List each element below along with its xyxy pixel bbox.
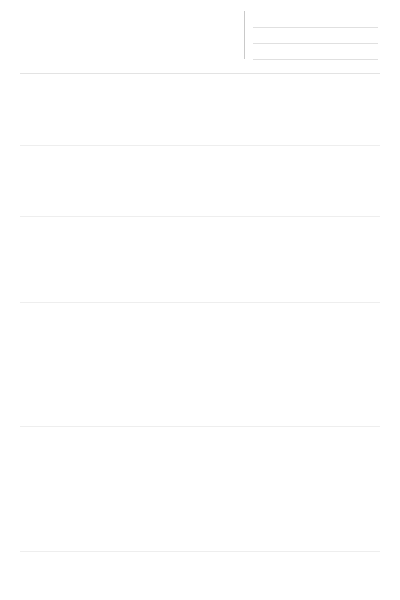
header-divider — [244, 11, 245, 59]
separator — [20, 216, 380, 217]
meta-subject — [253, 28, 378, 44]
separator — [20, 551, 380, 552]
meta-grade — [253, 12, 378, 28]
separator — [20, 426, 380, 427]
separator — [20, 145, 380, 146]
separator — [20, 302, 380, 303]
page-header — [0, 0, 400, 68]
option-1a[interactable] — [39, 102, 189, 132]
meta-count — [253, 44, 378, 60]
header-rule — [20, 73, 380, 74]
site-logo[interactable] — [22, 13, 23, 31]
